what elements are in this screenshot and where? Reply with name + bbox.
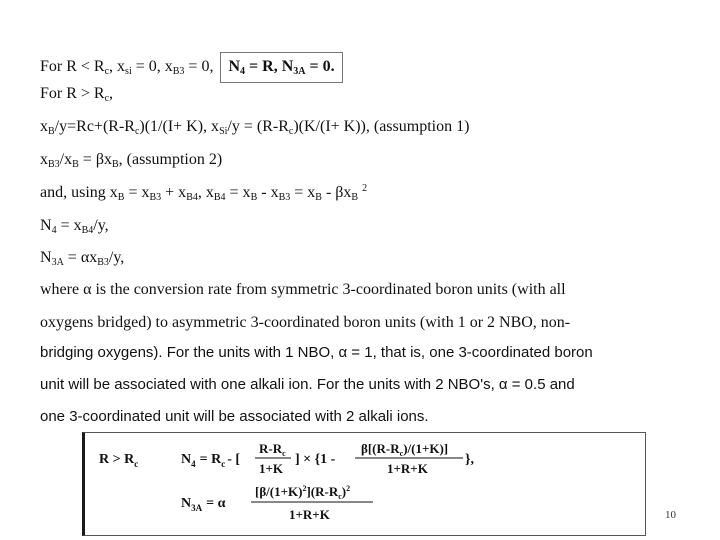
text-line-5: [40, 183, 367, 203]
fraction-numerator: $[\beta/(1+K)^2](R-R_c)^2$: [255, 484, 351, 501]
text: = βx: [78, 151, 112, 168]
subscript: B3: [149, 192, 162, 203]
subscript: 4: [51, 225, 57, 236]
text: x: [40, 118, 48, 135]
subscript: c: [104, 93, 110, 104]
text: N: [40, 249, 52, 266]
boxed-result: [220, 52, 342, 83]
subscript: si: [125, 66, 132, 77]
text: = 0.: [305, 58, 335, 75]
subscript: c: [134, 459, 139, 469]
text: = x: [225, 184, 251, 201]
text: + x: [161, 184, 187, 201]
subscript: B3: [172, 66, 185, 77]
fraction-denominator: 1+R+K: [387, 461, 428, 476]
subscript: 4: [191, 459, 196, 469]
text-line-7: [40, 248, 124, 268]
text: N: [181, 496, 192, 511]
text: x: [40, 151, 48, 168]
text: and, using x: [40, 184, 118, 201]
text: )(K/(I+ K)), (assumption 1): [293, 118, 470, 135]
text: = R, N: [245, 58, 294, 75]
text: = α: [206, 496, 226, 511]
subscript: B4: [81, 225, 94, 236]
text-line-9: [40, 313, 570, 333]
text: = 0,: [184, 58, 214, 75]
text: where α is the conversion rate from symmetric 3-coordinated boron units (with all: [40, 281, 566, 298]
text-line-11: [40, 375, 575, 395]
subscript: B4: [186, 192, 198, 203]
svg-text:N4= Rc- [: [181, 452, 240, 469]
text: For R < R: [40, 58, 105, 75]
subscript: B4: [213, 192, 226, 203]
text: = x: [124, 184, 150, 201]
subscript: B: [48, 126, 55, 137]
text: - βx: [321, 184, 352, 201]
text: = x: [56, 217, 82, 234]
text: oxygens bridged) to asymmetric 3-coordinated boron units (with 1 or 2 NBO, non-: [40, 314, 571, 331]
fraction-numerator: $R-R_c$: [259, 441, 286, 458]
subscript: 3A: [191, 503, 203, 513]
text-line-10: [40, 343, 593, 363]
text: /y=Rc+(R-R: [54, 118, 135, 135]
subscript: B: [72, 159, 79, 170]
text: )(1/(I+ K), x: [139, 118, 220, 135]
subscript: c: [221, 459, 226, 469]
subscript: B: [111, 159, 119, 170]
fraction-denominator: 1+R+K: [289, 507, 330, 522]
text: = x: [290, 184, 316, 201]
text-line-8: [40, 280, 566, 300]
text-line-2: [40, 84, 113, 104]
text: N: [228, 58, 241, 75]
subscript: 3A: [51, 257, 64, 268]
text: ,: [109, 85, 114, 102]
condition-text: R > R: [99, 452, 135, 467]
subscript: B: [250, 192, 258, 203]
text: For R > R: [40, 85, 105, 102]
fraction-numerator: $\beta[(R-R_c)/(1+K)]$: [361, 441, 449, 458]
text: one 3-coordinated unit will be associated with 2 alkali ions.: [40, 408, 429, 425]
subscript: B: [117, 192, 125, 203]
text-line-3: [40, 117, 469, 137]
subscript: B3: [278, 192, 291, 203]
text: /x: [59, 151, 73, 168]
text-line-12: [40, 407, 429, 427]
superscript: 2: [362, 183, 368, 194]
formula-panel: [82, 432, 646, 536]
text-line-4: [40, 150, 222, 170]
text: = 0, x: [131, 58, 173, 75]
svg-text:R > Rc: [99, 452, 138, 469]
subscript: B3: [97, 257, 109, 268]
text: , x: [197, 184, 214, 201]
text: unit will be associated with one alkali ion. For the units with 2 NBO's, α = 0.5 and: [40, 376, 575, 393]
fraction-denominator: 1+K: [259, 461, 284, 476]
subscript: 3A: [293, 66, 306, 77]
page-number: 10: [665, 509, 676, 521]
formula-graphic: [85, 433, 645, 535]
subscript: c: [104, 66, 110, 77]
text: N: [40, 217, 52, 234]
subscript: c: [134, 126, 140, 137]
subscript: c: [288, 126, 294, 137]
text: N: [181, 452, 192, 467]
text: /y = (R-R: [227, 118, 289, 135]
text: /y,: [108, 249, 125, 266]
text: = αx: [63, 249, 98, 266]
subscript: B3: [48, 159, 60, 170]
subscript: 4: [240, 66, 246, 77]
text: , x: [109, 58, 126, 75]
text: = R: [199, 452, 222, 467]
text: /y,: [93, 217, 109, 234]
text-line-6: [40, 216, 109, 236]
text: },: [465, 452, 475, 467]
text: - [: [227, 452, 241, 467]
text: ] × {1 -: [295, 452, 336, 467]
text-line-1: [40, 52, 343, 83]
subscript: B: [351, 192, 359, 203]
text: bridging oxygens). For the units with 1 NBO, α = 1, that is, one 3-coordinated boron: [40, 344, 593, 361]
subscript: Si: [219, 126, 228, 137]
text: , (assumption 2): [118, 151, 223, 168]
text: - x: [257, 184, 279, 201]
subscript: B: [315, 192, 322, 203]
svg-text:N3A= α: [181, 496, 226, 513]
